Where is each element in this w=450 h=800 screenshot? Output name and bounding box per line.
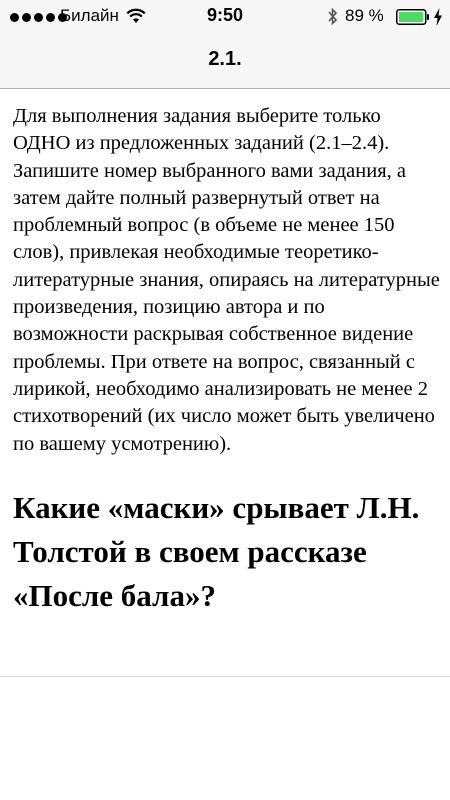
bluetooth-icon <box>327 7 339 32</box>
battery-icon <box>396 9 430 30</box>
content-divider <box>0 676 450 677</box>
clock-time: 9:50 <box>206 5 244 25</box>
battery-percentage: 89 % <box>345 6 384 25</box>
task-question: Какие «маски» срывает Л.Н. Толстой в своем рассказе «После бала»? <box>13 489 420 613</box>
status-bar <box>0 0 450 36</box>
charging-icon <box>433 8 443 31</box>
task-content <box>13 103 441 618</box>
carrier-name: Билайн <box>60 6 119 25</box>
page-title: 2.1. <box>208 48 242 70</box>
task-instructions: Для выполнения задания выберите только ОДНО из предложенных заданий (2.1–2.4). Запишите номер выбранного вами задания, а затем дайте полный развернутый ответ на проблемный вопрос (в объеме не менее 150 слов), привлекая необходимые теоретико-литературные знания, опираясь на литературные произведения, позицию автора и по возможности раскрывая собственное видение проблемы. При ответе на вопрос, связанный с лирикой, необходимо анализировать не менее 2 стихотворений (их число может быть увеличено по вашему усмотрению). <box>13 105 440 455</box>
navigation-bar <box>0 36 450 89</box>
